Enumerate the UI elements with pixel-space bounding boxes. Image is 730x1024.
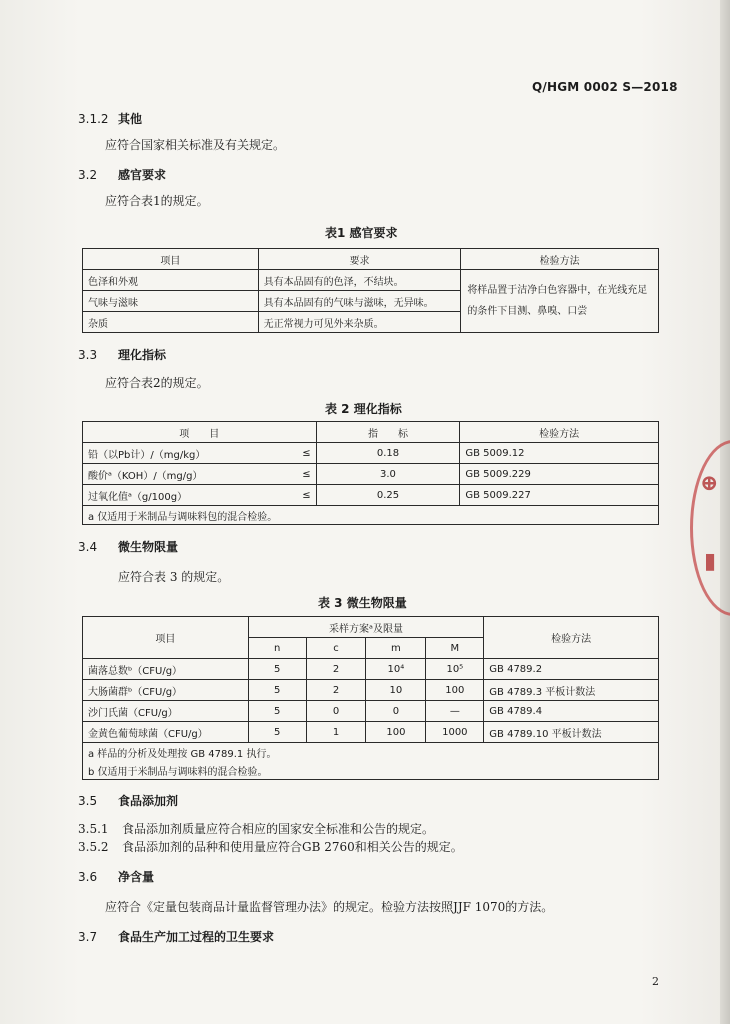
section-title: 食品生产加工过程的卫生要求 bbox=[118, 930, 275, 944]
table3-cell-item: 金黄色葡萄球菌（CFU/g） bbox=[83, 722, 249, 743]
table3-cell-c: 2 bbox=[306, 680, 366, 701]
section-number: 3.5 bbox=[78, 794, 98, 808]
table1-cell-item: 色泽和外观 bbox=[83, 270, 259, 291]
section-3-5-heading bbox=[78, 792, 178, 809]
seal-fragment-mark: ⊕ bbox=[700, 470, 719, 496]
section-3-3-body: 应符合表2的规定。 bbox=[105, 376, 209, 390]
table1-header-item: 项目 bbox=[83, 249, 259, 270]
table2-header-method: 检验方法 bbox=[460, 422, 659, 443]
table2-header-index: 指 标 bbox=[316, 422, 460, 443]
table-row bbox=[83, 722, 659, 743]
table2-cell-value: 3.0 bbox=[316, 464, 460, 485]
table3-cell-n: 5 bbox=[248, 722, 306, 743]
section-title: 食品添加剂 bbox=[118, 794, 179, 808]
section-3-4-heading bbox=[78, 538, 178, 555]
table3-cell-n: 5 bbox=[248, 680, 306, 701]
table3-note-row bbox=[83, 743, 659, 762]
section-3-4-body: 应符合表 3 的规定。 bbox=[118, 570, 230, 584]
table1-sensory bbox=[82, 248, 659, 333]
table3-cell-m: 10 bbox=[366, 680, 426, 701]
section-3-1-2-heading bbox=[78, 110, 142, 127]
table3-header-method: 检验方法 bbox=[484, 617, 659, 659]
table3-cell-item: 沙门氏菌（CFU/g） bbox=[83, 701, 249, 722]
table1-cell-item: 杂质 bbox=[83, 312, 259, 333]
table2-note-row bbox=[83, 506, 659, 525]
table2-cell-method: GB 5009.12 bbox=[460, 443, 659, 464]
section-number: 3.5.2 bbox=[78, 840, 109, 854]
table2-cell-method: GB 5009.227 bbox=[460, 485, 659, 506]
table1-caption: 表1 感官要求 bbox=[325, 226, 398, 240]
section-number: 3.2 bbox=[78, 168, 98, 182]
table3-cell-method: GB 4789.10 平板计数法 bbox=[484, 722, 659, 743]
section-3-5-2 bbox=[78, 838, 463, 855]
table3-cell-n: 5 bbox=[248, 659, 306, 680]
table-row bbox=[83, 270, 659, 291]
section-body: 食品添加剂质量应符合相应的国家安全标准和公告的规定。 bbox=[122, 822, 435, 836]
table-row bbox=[83, 659, 659, 680]
section-3-2-body: 应符合表1的规定。 bbox=[105, 194, 209, 208]
table3-cell-method: GB 4789.3 平板计数法 bbox=[484, 680, 659, 701]
table3-cell-m: 0 bbox=[366, 701, 426, 722]
section-body: 食品添加剂的品种和使用量应符合GB 2760和相关公告的规定。 bbox=[122, 840, 463, 854]
table-row bbox=[83, 464, 659, 485]
table2-cell-method: GB 5009.229 bbox=[460, 464, 659, 485]
table2-cell-value: 0.18 bbox=[316, 443, 460, 464]
table2-header-row bbox=[83, 422, 659, 443]
table1-cell-requirement: 具有本品固有的气味与滋味，无异味。 bbox=[258, 291, 461, 312]
section-number: 3.1.2 bbox=[78, 112, 109, 126]
table3-header-c: c bbox=[306, 638, 366, 659]
table3-cell-m: 10⁴ bbox=[366, 659, 426, 680]
table2-cell-value: 0.25 bbox=[316, 485, 460, 506]
table1-cell-method: 将样品置于洁净白色容器中，在光线充足的条件下目测、鼻嗅、口尝 bbox=[461, 270, 659, 333]
table3-header-n: n bbox=[248, 638, 306, 659]
table3-header-item: 项目 bbox=[83, 617, 249, 659]
table2-cell-operator: ≤ bbox=[274, 485, 316, 506]
table3-cell-item: 菌落总数ᵇ（CFU/g） bbox=[83, 659, 249, 680]
table1-cell-requirement: 无正常视力可见外来杂质。 bbox=[258, 312, 461, 333]
table3-caption: 表 3 微生物限量 bbox=[318, 596, 407, 610]
table3-cell-M: 100 bbox=[426, 680, 484, 701]
table1-header-requirement: 要求 bbox=[258, 249, 461, 270]
table-row bbox=[83, 680, 659, 701]
table2-cell-operator: ≤ bbox=[274, 464, 316, 485]
section-number: 3.7 bbox=[78, 930, 98, 944]
section-number: 3.4 bbox=[78, 540, 98, 554]
table3-header-m: m bbox=[366, 638, 426, 659]
table3-cell-method: GB 4789.2 bbox=[484, 659, 659, 680]
table3-microbial bbox=[82, 616, 659, 780]
table1-cell-requirement: 具有本品固有的色泽，不结块。 bbox=[258, 270, 461, 291]
table3-note-a: a 样品的分析及处理按 GB 4789.1 执行。 bbox=[83, 743, 659, 762]
table3-cell-M: 10⁵ bbox=[426, 659, 484, 680]
section-title: 净含量 bbox=[118, 870, 155, 884]
table3-cell-M: — bbox=[426, 701, 484, 722]
table-row bbox=[83, 443, 659, 464]
section-title: 其他 bbox=[118, 112, 143, 126]
table3-cell-c: 1 bbox=[306, 722, 366, 743]
section-3-3-heading bbox=[78, 346, 166, 363]
table3-cell-method: GB 4789.4 bbox=[484, 701, 659, 722]
table2-physicochemical bbox=[82, 421, 659, 525]
table-row bbox=[83, 701, 659, 722]
section-3-5-1 bbox=[78, 820, 434, 837]
section-title: 理化指标 bbox=[118, 348, 167, 362]
table3-cell-n: 5 bbox=[248, 701, 306, 722]
table1-header-row bbox=[83, 249, 659, 270]
table3-header-M: M bbox=[426, 638, 484, 659]
table3-note-row bbox=[83, 761, 659, 780]
table1-cell-item: 气味与滋味 bbox=[83, 291, 259, 312]
table3-cell-item: 大肠菌群ᵇ（CFU/g） bbox=[83, 680, 249, 701]
section-number: 3.5.1 bbox=[78, 822, 109, 836]
section-3-2-heading bbox=[78, 166, 166, 183]
page-number: 2 bbox=[652, 975, 659, 988]
seal-fragment-mark: ▮ bbox=[704, 548, 717, 574]
table2-cell-item: 铅（以Pb计）/（mg/kg） bbox=[83, 443, 275, 464]
section-3-7-heading bbox=[78, 928, 274, 945]
section-number: 3.3 bbox=[78, 348, 98, 362]
document-code: Q/HGM 0002 S—2018 bbox=[532, 80, 678, 94]
table2-cell-operator: ≤ bbox=[274, 443, 316, 464]
table2-note: a 仅适用于米制品与调味料包的混合检验。 bbox=[83, 506, 659, 525]
section-3-1-2-body: 应符合国家相关标准及有关规定。 bbox=[105, 138, 286, 152]
table2-header-item: 项 目 bbox=[83, 422, 317, 443]
section-3-6-heading bbox=[78, 868, 154, 885]
table3-cell-M: 1000 bbox=[426, 722, 484, 743]
table3-header-row bbox=[83, 617, 659, 638]
table2-caption: 表 2 理化指标 bbox=[325, 402, 402, 416]
section-number: 3.6 bbox=[78, 870, 98, 884]
table-row bbox=[83, 485, 659, 506]
table3-cell-c: 0 bbox=[306, 701, 366, 722]
section-title: 感官要求 bbox=[118, 168, 167, 182]
table3-note-b: b 仅适用于米制品与调味料的混合检验。 bbox=[83, 761, 659, 780]
section-title: 微生物限量 bbox=[118, 540, 179, 554]
table1-header-method: 检验方法 bbox=[461, 249, 659, 270]
table3-cell-m: 100 bbox=[366, 722, 426, 743]
table2-cell-item: 酸价ᵃ（KOH）/（mg/g） bbox=[83, 464, 275, 485]
section-3-6-body: 应符合《定量包装商品计量监督管理办法》的规定。检验方法按照JJF 1070的方法。 bbox=[105, 900, 554, 914]
table2-cell-item: 过氧化值ᵃ（g/100g） bbox=[83, 485, 275, 506]
table3-cell-c: 2 bbox=[306, 659, 366, 680]
table3-header-plan: 采样方案ᵃ及限量 bbox=[248, 617, 484, 638]
